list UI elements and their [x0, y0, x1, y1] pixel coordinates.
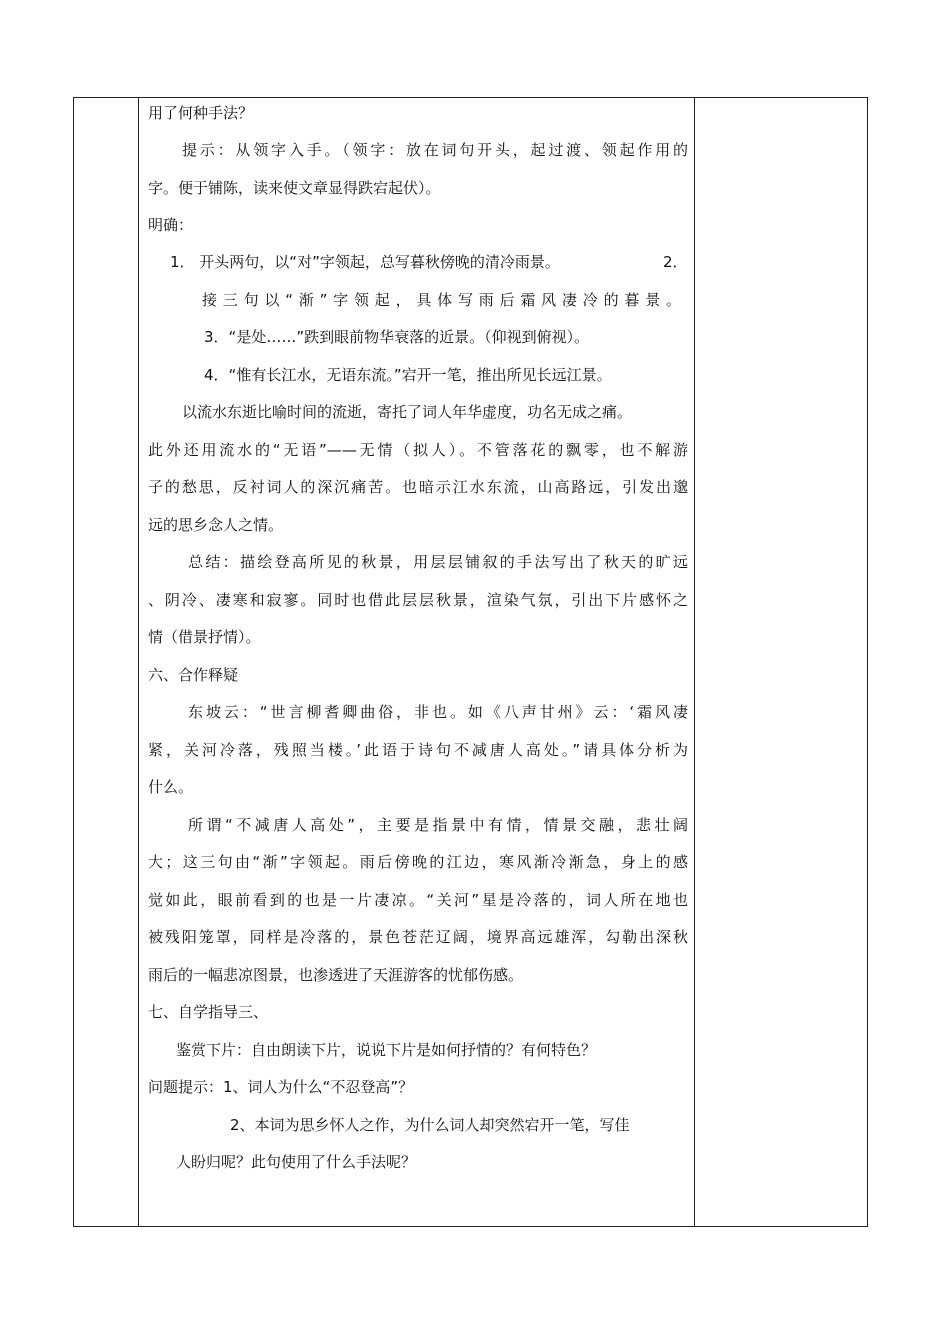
text-line: 明确：	[148, 216, 194, 234]
text-line: 3．“是处……”跌到眼前物华衰落的近景。（仰视到俯视）。	[204, 328, 590, 346]
text-line: 2．	[663, 253, 688, 271]
text-line: 大；这三句由“渐”字领起。雨后傍晚的江边，寒风渐冷渐急，身上的感	[148, 853, 688, 871]
text-line: 雨后的一幅悲凉图景，也渗透进了天涯游客的忧郁伤感。	[148, 966, 524, 984]
text-line: 提示：从领字入手。（领字：放在词句开头，起过渡、领起作用的	[182, 141, 688, 159]
text-line: 以流水东逝比喻时间的流逝，寄托了词人年华虚度，功名无成之痛。	[182, 403, 633, 421]
text-line: 所谓“不减唐人高处”，主要是指景中有情，情景交融，悲壮阔	[188, 816, 688, 834]
text-line: 此外还用流水的“无语”——无情（拟人）。不管落花的飘零，也不解游	[148, 441, 688, 459]
text-line: 什么。	[148, 778, 194, 796]
text-line: 问题提示：1、词人为什么“不忍登高”？	[148, 1078, 414, 1096]
text-line: 子的愁思，反衬词人的深沉痛苦。也暗示江水东流，山高路远，引发出邈	[148, 478, 688, 496]
text-line: 2、本词为思乡怀人之作，为什么词人却突然宕开一笔，写佳	[230, 1116, 630, 1134]
text-line: 觉如此，眼前看到的也是一片凄凉。“关河”星是冷落的，词人所在地也	[148, 891, 688, 909]
text-line: 总结：描绘登高所见的秋景，用层层铺叙的手法写出了秋天的旷远	[188, 553, 688, 571]
section-heading: 六、合作释疑	[148, 666, 239, 684]
column-divider-left	[138, 98, 139, 1226]
text-line: 用了何种手法？	[148, 104, 254, 122]
text-line: 人盼归呢？此句使用了什么手法呢？	[176, 1153, 417, 1171]
lesson-table	[73, 97, 868, 1227]
text-line: 鉴赏下片：自由朗读下片，说说下片是如何抒情的？有何特色？	[176, 1041, 597, 1059]
text-line: 情（借景抒情）。	[148, 628, 261, 646]
text-line: 接三句以“渐”字领起，具体写雨后霜风凄冷的暮景。	[202, 291, 681, 309]
text-line: 被残阳笼罩，同样是冷落的，景色苍茫辽阔，境界高远雄浑，勾勒出深秋	[148, 928, 688, 946]
text-line: 远的思乡念人之情。	[148, 516, 284, 534]
text-line: 紧，关河冷落，残照当楼。’此语于诗句不减唐人高处。”请具体分析为	[148, 741, 688, 759]
text-line: 东坡云：“世言柳耆卿曲俗，非也。如《八声甘州》云：‘霜风凄	[188, 703, 688, 721]
text-line: 1． 开头两句，以“对”字领起，总写暮秋傍晚的清冷雨景。	[170, 253, 560, 271]
column-divider-right	[694, 98, 695, 1226]
section-heading: 七、自学指导三、	[148, 1003, 269, 1021]
text-line: 、阴冷、凄寒和寂寥。同时也借此层层秋景，渲染气氛，引出下片感怀之	[148, 591, 688, 609]
text-line: 4．“惟有长江水，无语东流。”宕开一笔，推出所见长远江景。	[204, 366, 612, 384]
text-line: 字。便于铺陈，读来使文章显得跌宕起伏）。	[148, 179, 441, 197]
